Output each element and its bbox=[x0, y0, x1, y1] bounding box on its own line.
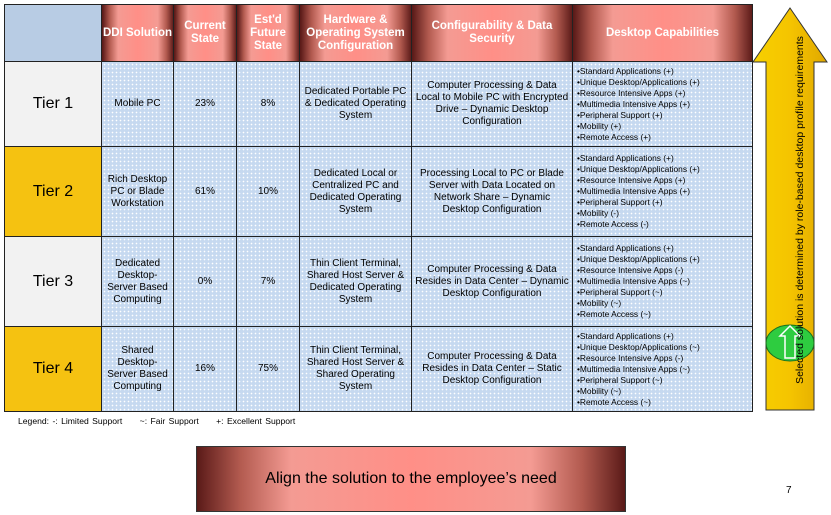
table-row-tier-3 bbox=[5, 237, 753, 327]
capability-item: •Multimedia Intensive Apps (~) bbox=[577, 276, 691, 286]
capabilities-cell bbox=[573, 327, 753, 412]
current-state-cell: 61% bbox=[174, 147, 237, 237]
legend-limited: Legend: -: Limited Support bbox=[18, 416, 123, 426]
capability-item: •Multimedia Intensive Apps (+) bbox=[577, 98, 691, 109]
capabilities-cell bbox=[573, 237, 753, 327]
page-number: 7 bbox=[786, 485, 792, 496]
legend bbox=[18, 416, 309, 426]
configurability-cell: Computer Processing & Data Resides in Data Center – Dynamic Desktop Configuration bbox=[412, 237, 573, 327]
header-desktop-capabilities: Desktop Capabilities bbox=[573, 5, 753, 62]
arrow-caption-text: Selected solution is determined by role-based desktop profile requirements bbox=[794, 36, 807, 384]
capability-item: •Resource Intensive Apps (+) bbox=[577, 175, 686, 185]
capability-item: •Standard Applications (+) bbox=[577, 330, 674, 341]
arrow-caption bbox=[792, 36, 808, 384]
capabilities-cell bbox=[573, 62, 753, 147]
table-row-tier-1 bbox=[5, 62, 753, 147]
capability-item: •Peripheral Support (+) bbox=[577, 197, 663, 207]
capability-item: •Mobility (-) bbox=[577, 208, 620, 218]
table-row-tier-2 bbox=[5, 147, 753, 237]
table-row-tier-4 bbox=[5, 327, 753, 412]
capability-item: •Standard Applications (+) bbox=[577, 153, 674, 163]
tier-label: Tier 1 bbox=[5, 62, 102, 147]
up-arrow-graphic bbox=[750, 2, 830, 418]
configurability-cell: Computer Processing & Data Local to Mobile PC with Encrypted Drive – Dynamic Desktop Configuration bbox=[412, 62, 573, 147]
tier-label: Tier 4 bbox=[5, 327, 102, 412]
capability-item: •Remote Access (+) bbox=[577, 131, 651, 142]
capability-item: •Multimedia Intensive Apps (~) bbox=[577, 363, 691, 374]
future-state-cell: 10% bbox=[237, 147, 300, 237]
capability-item: •Unique Desktop/Applications (+) bbox=[577, 76, 700, 87]
capabilities-cell bbox=[573, 147, 753, 237]
legend-excellent: +: Excellent Support bbox=[216, 416, 296, 426]
capability-item: •Peripheral Support (+) bbox=[577, 109, 663, 120]
capability-item: •Unique Desktop/Applications (~) bbox=[577, 341, 700, 352]
capability-item: •Resource Intensive Apps (-) bbox=[577, 265, 684, 275]
capability-item: •Peripheral Support (~) bbox=[577, 374, 663, 385]
hardware-cell: Dedicated Local or Centralized PC and Dedicated Operating System bbox=[300, 147, 412, 237]
banner bbox=[196, 446, 626, 512]
capability-item: •Multimedia Intensive Apps (+) bbox=[577, 186, 691, 196]
header-solution: DDI Solution bbox=[102, 5, 174, 62]
capability-item: •Remote Access (~) bbox=[577, 396, 651, 407]
current-state-cell: 0% bbox=[174, 237, 237, 327]
tier-label: Tier 2 bbox=[5, 147, 102, 237]
header-future-state: Est'd Future State bbox=[237, 5, 300, 62]
capability-item: •Resource Intensive Apps (+) bbox=[577, 87, 686, 98]
tier-comparison-table bbox=[4, 4, 753, 412]
capability-item: •Mobility (~) bbox=[577, 385, 622, 396]
future-state-cell: 75% bbox=[237, 327, 300, 412]
capability-item: •Resource Intensive Apps (-) bbox=[577, 352, 684, 363]
current-state-cell: 23% bbox=[174, 62, 237, 147]
header-corner bbox=[5, 5, 102, 62]
header-current-state: Current State bbox=[174, 5, 237, 62]
hardware-cell: Dedicated Portable PC & Dedicated Operating System bbox=[300, 62, 412, 147]
hardware-cell: Thin Client Terminal, Shared Host Server & Dedicated Operating System bbox=[300, 237, 412, 327]
capability-item: •Remote Access (-) bbox=[577, 219, 649, 229]
configurability-cell: Processing Local to PC or Blade Server with Data Located on Network Share – Dynamic Desktop Configuration bbox=[412, 147, 573, 237]
current-state-cell: 16% bbox=[174, 327, 237, 412]
configurability-cell: Computer Processing & Data Resides in Data Center – Static Desktop Configuration bbox=[412, 327, 573, 412]
banner-text: Align the solution to the employee’s need bbox=[265, 470, 557, 487]
future-state-cell: 8% bbox=[237, 62, 300, 147]
capability-item: •Mobility (~) bbox=[577, 298, 622, 308]
capability-item: •Unique Desktop/Applications (+) bbox=[577, 254, 700, 264]
legend-fair: ~: Fair Support bbox=[139, 416, 199, 426]
solution-cell: Dedicated Desktop-Server Based Computing bbox=[102, 237, 174, 327]
header-row bbox=[5, 5, 753, 62]
capability-item: •Unique Desktop/Applications (+) bbox=[577, 164, 700, 174]
header-hardware: Hardware & Operating System Configuration bbox=[300, 5, 412, 62]
capability-item: •Peripheral Support (~) bbox=[577, 287, 663, 297]
capability-item: •Remote Access (~) bbox=[577, 309, 651, 319]
solution-cell: Rich Desktop PC or Blade Workstation bbox=[102, 147, 174, 237]
solution-cell: Shared Desktop-Server Based Computing bbox=[102, 327, 174, 412]
tier-label: Tier 3 bbox=[5, 237, 102, 327]
capability-item: •Standard Applications (+) bbox=[577, 243, 674, 253]
capability-item: •Standard Applications (+) bbox=[577, 65, 674, 76]
future-state-cell: 7% bbox=[237, 237, 300, 327]
capability-item: •Mobility (+) bbox=[577, 120, 622, 131]
header-configurability: Configurability & Data Security bbox=[412, 5, 573, 62]
hardware-cell: Thin Client Terminal, Shared Host Server & Shared Operating System bbox=[300, 327, 412, 412]
solution-cell: Mobile PC bbox=[102, 62, 174, 147]
